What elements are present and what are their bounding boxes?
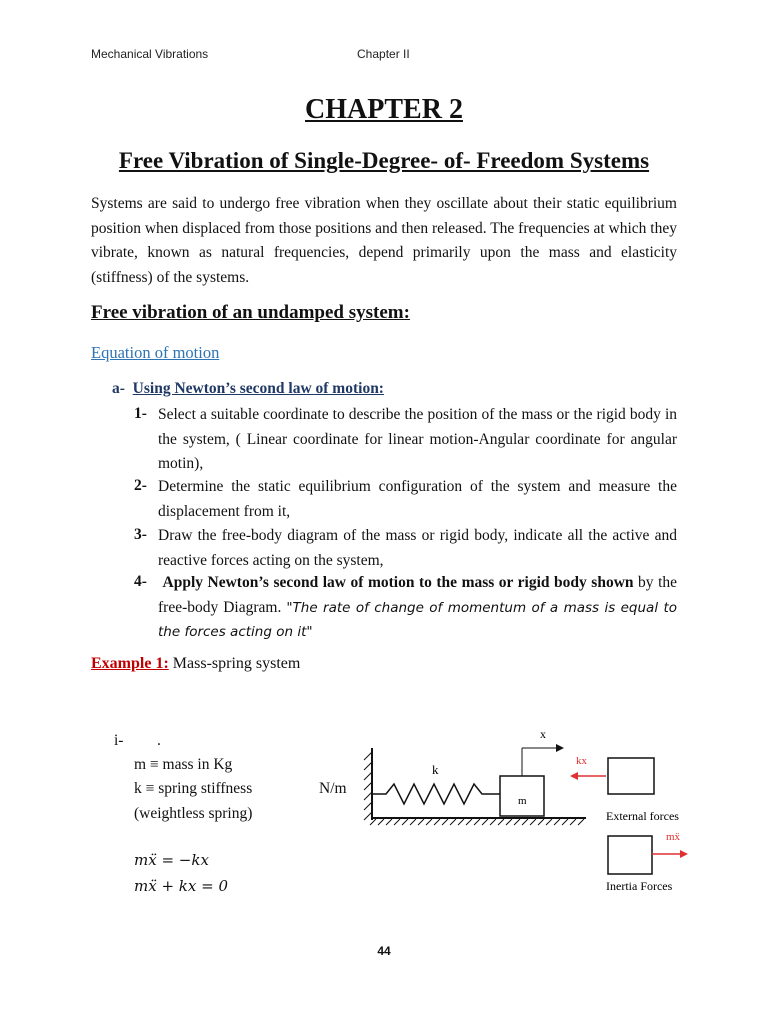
mass-definition: m ≡ mass in Kg xyxy=(134,756,233,773)
step-4-plain-text: by the free-body Diagram. xyxy=(158,574,677,616)
inertia-forces-label: Inertia Forces xyxy=(606,879,673,893)
inertia-forces-box xyxy=(608,836,652,874)
step-4-bold-text: Apply Newton’s second law of motion to the mass or rigid body shown xyxy=(162,574,634,591)
spring-label: k xyxy=(432,762,439,777)
running-header-right: Chapter II xyxy=(357,47,410,61)
step-4-number: 4- xyxy=(134,573,147,590)
section-heading: Free vibration of an undamped system: xyxy=(91,302,410,323)
method-prefix: a- xyxy=(112,380,125,397)
example-title: Mass-spring system xyxy=(172,655,301,672)
inertia-arrowhead xyxy=(680,850,688,858)
method-heading xyxy=(112,380,384,398)
item-dot: . xyxy=(157,732,161,749)
equation-1: mẍ = −kx xyxy=(134,851,209,869)
running-header-left: Mechanical Vibrations xyxy=(91,47,209,61)
kx-arrowhead xyxy=(570,772,578,780)
external-forces-label: External forces xyxy=(606,809,679,823)
wall xyxy=(364,748,372,820)
method-label: Using Newton’s second law of motion: xyxy=(132,380,384,397)
step-3-number: 3- xyxy=(134,526,147,543)
spring-note: (weightless spring) xyxy=(134,805,253,822)
subsection-heading: Equation of motion xyxy=(91,343,220,362)
step-2-number: 2- xyxy=(134,477,147,494)
kx-label: kx xyxy=(576,755,587,767)
displacement-label: x xyxy=(540,727,546,741)
chapter-title: CHAPTER 2 xyxy=(305,94,463,125)
mass-label: m xyxy=(518,795,527,807)
step-3-text: Draw the free-body diagram of the mass or rigid body, indicate all the active and reactive forces acting on the system, xyxy=(158,527,677,569)
step-1-number: 1- xyxy=(134,405,147,422)
step-4-text xyxy=(158,571,677,645)
equation-2: mẍ + kx = 0 xyxy=(134,877,228,895)
page-number: 44 xyxy=(377,944,391,958)
step-1-text: Select a suitable coordinate to describe the position of the mass or the rigid body in the system, ( Linear coordinate for linear motion-Angular coordinate for angular motin), xyxy=(158,406,677,472)
intro-paragraph: Systems are said to undergo free vibration when they oscillate about their static equilibrium position when displaced from those positions and then released. The frequencies at which they vibrate, known as natural frequencies, depend primarily upon the mass and elasticity (stiffness) of the systems. xyxy=(91,195,677,286)
displacement-arrowhead xyxy=(556,744,564,752)
example-heading xyxy=(91,655,300,673)
stiffness-definition: k ≡ spring stiffness xyxy=(134,780,253,797)
floor xyxy=(370,818,586,825)
step-2-text: Determine the static equilibrium configuration of the system and measure the displacement from it, xyxy=(158,478,677,520)
item-marker: i- xyxy=(114,732,124,749)
main-title: Free Vibration of Single-Degree- of- Freedom Systems xyxy=(118,148,650,173)
external-forces-box xyxy=(608,758,654,794)
mass-spring-diagram xyxy=(360,722,700,902)
example-label: Example 1: xyxy=(91,655,169,672)
stiffness-unit: N/m xyxy=(319,780,347,797)
spring xyxy=(372,784,500,804)
step-4-quote: "The rate of change of momentum of a mass is equal to the forces acting on it" xyxy=(158,599,678,640)
inertia-force-label: mẍ xyxy=(666,831,681,843)
